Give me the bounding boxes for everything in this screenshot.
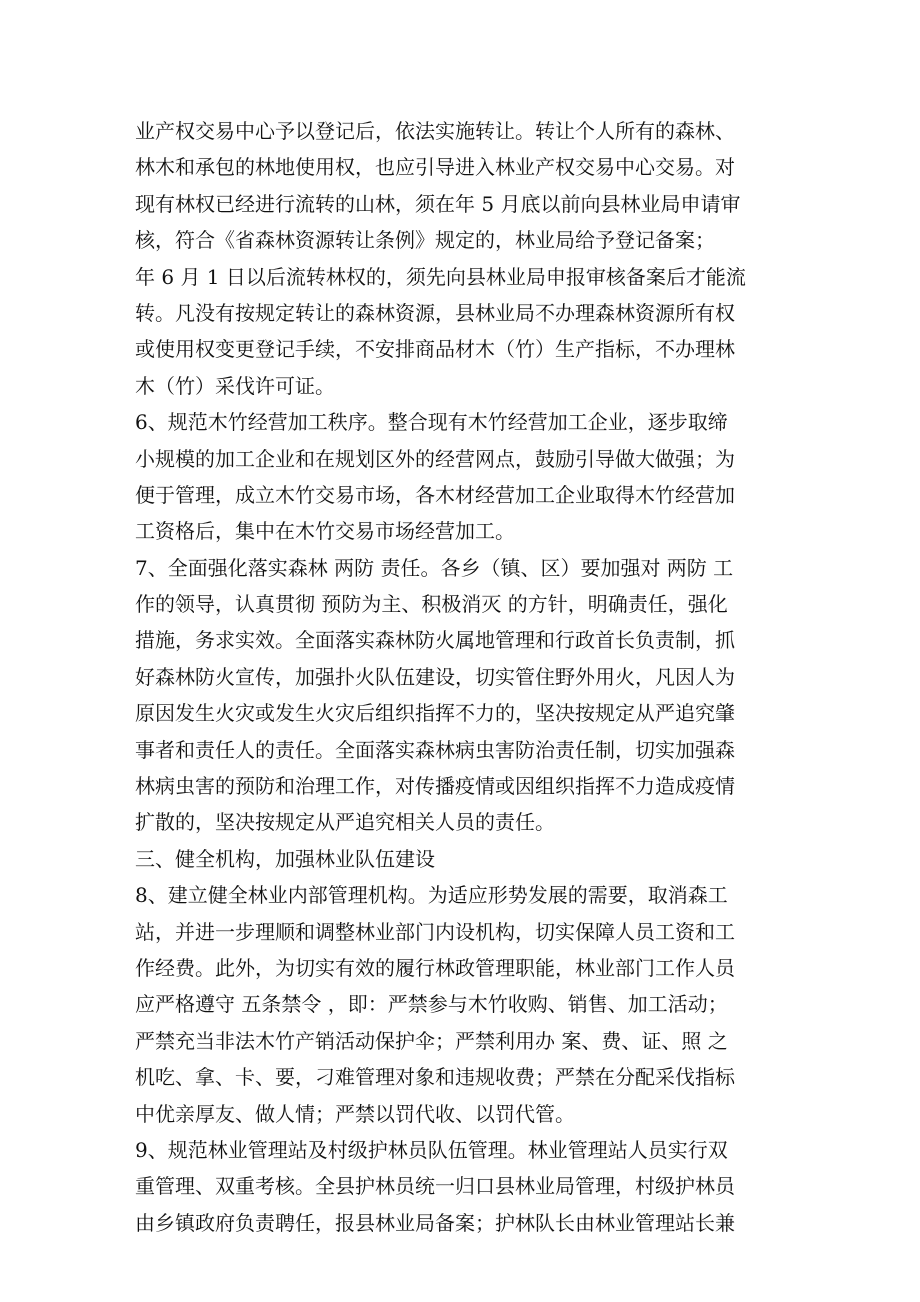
paragraph-start-line: 7、全面强化落实森林 两防 责任。各乡（镇、区）要加强对 两防 工 (135, 555, 734, 580)
section-heading: 三、健全机构，加强林业队伍建设 (135, 846, 435, 871)
text-line: 中优亲厚友、做人情；严禁以罚代收、以罚代管。 (135, 1101, 575, 1126)
text-line: 业产权交易中心予以登记后，依法实施转让。转让个人所有的森林、 (135, 119, 735, 143)
text-line: 作经费。此外，为切实有效的履行林政管理职能，林业部门工作人员 (135, 955, 735, 980)
text-line: 原因发生火灾或发生火灾后组织指挥不力的，坚决按规定从严追究肇 (135, 701, 735, 726)
paragraph-start-line: 9、规范林业管理站及村级护林员队伍管理。林业管理站人员实行双 (135, 1137, 728, 1162)
text-line: 转。凡没有按规定转让的森林资源，县林业局不办理森林资源所有权 (135, 300, 735, 325)
text-line: 或使用权变更登记手续，不安排商品材木（竹）生产指标，不办理林 (135, 337, 735, 362)
text-line: 应严格遵守 五条禁令 ，即：严禁参与木竹收购、销售、加工活动； (135, 992, 728, 1017)
text-line: 工资格后，集中在木竹交易市场经营加工。 (135, 519, 515, 544)
text-line: 好森林防火宣传，加强扑火队伍建设，切实管住野外用火，凡因人为 (135, 664, 735, 689)
text-line: 便于管理，成立木竹交易市场，各木材经营加工企业取得木竹经营加 (135, 482, 735, 507)
text-line: 由乡镇政府负责聘任，报县林业局备案；护林队长由林业管理站长兼 (135, 1210, 735, 1235)
text-line: 作的领导，认真贯彻 预防为主、积极消灭 的方针，明确责任，强化 (135, 592, 728, 617)
text-line: 事者和责任人的责任。全面落实森林病虫害防治责任制，切实加强森 (135, 737, 735, 762)
text-line: 现有林权已经进行流转的山林，须在年 5 月底以前向县林业局申请审 (135, 191, 741, 216)
paragraph-start-line: 6、规范木竹经营加工秩序。整合现有木竹经营加工企业，逐步取缔 (135, 410, 728, 435)
text-line: 严禁充当非法木竹产销活动保护伞；严禁利用办 案、费、证、照 之 (135, 1028, 728, 1053)
document-body (135, 113, 815, 1241)
text-line: 木（竹）采伐许可证。 (135, 373, 335, 398)
text-line: 重管理、双重考核。全县护林员统一归口县林业局管理，村级护林员 (135, 1174, 735, 1199)
text-line: 站，并进一步理顺和调整林业部门内设机构，切实保障人员工资和工 (135, 919, 735, 944)
text-line: 小规模的加工企业和在规划区外的经营网点，鼓励引导做大做强；为 (135, 446, 735, 471)
paragraph-start-line: 8、建立健全林业内部管理机构。为适应形势发展的需要，取消森工 (135, 883, 728, 908)
text-line: 核，符合《省森林资源转让条例》规定的，林业局给予登记备案； (135, 228, 715, 253)
text-line: 林病虫害的预防和治理工作，对传播疫情或因组织指挥不力造成疫情 (135, 774, 735, 799)
text-line: 扩散的，坚决按规定从严追究相关人员的责任。 (135, 810, 555, 835)
text-line: 年 6 月 1 日以后流转林权的，须先向县林业局申报审核备案后才能流 (135, 264, 746, 289)
text-line: 机吃、拿、卡、要，刁难管理对象和违规收费；严禁在分配采伐指标 (135, 1065, 735, 1090)
text-line: 措施，务求实效。全面落实森林防火属地管理和行政首长负责制，抓 (135, 628, 735, 653)
text-line: 林木和承包的林地使用权，也应引导进入林业产权交易中心交易。对 (135, 155, 735, 180)
